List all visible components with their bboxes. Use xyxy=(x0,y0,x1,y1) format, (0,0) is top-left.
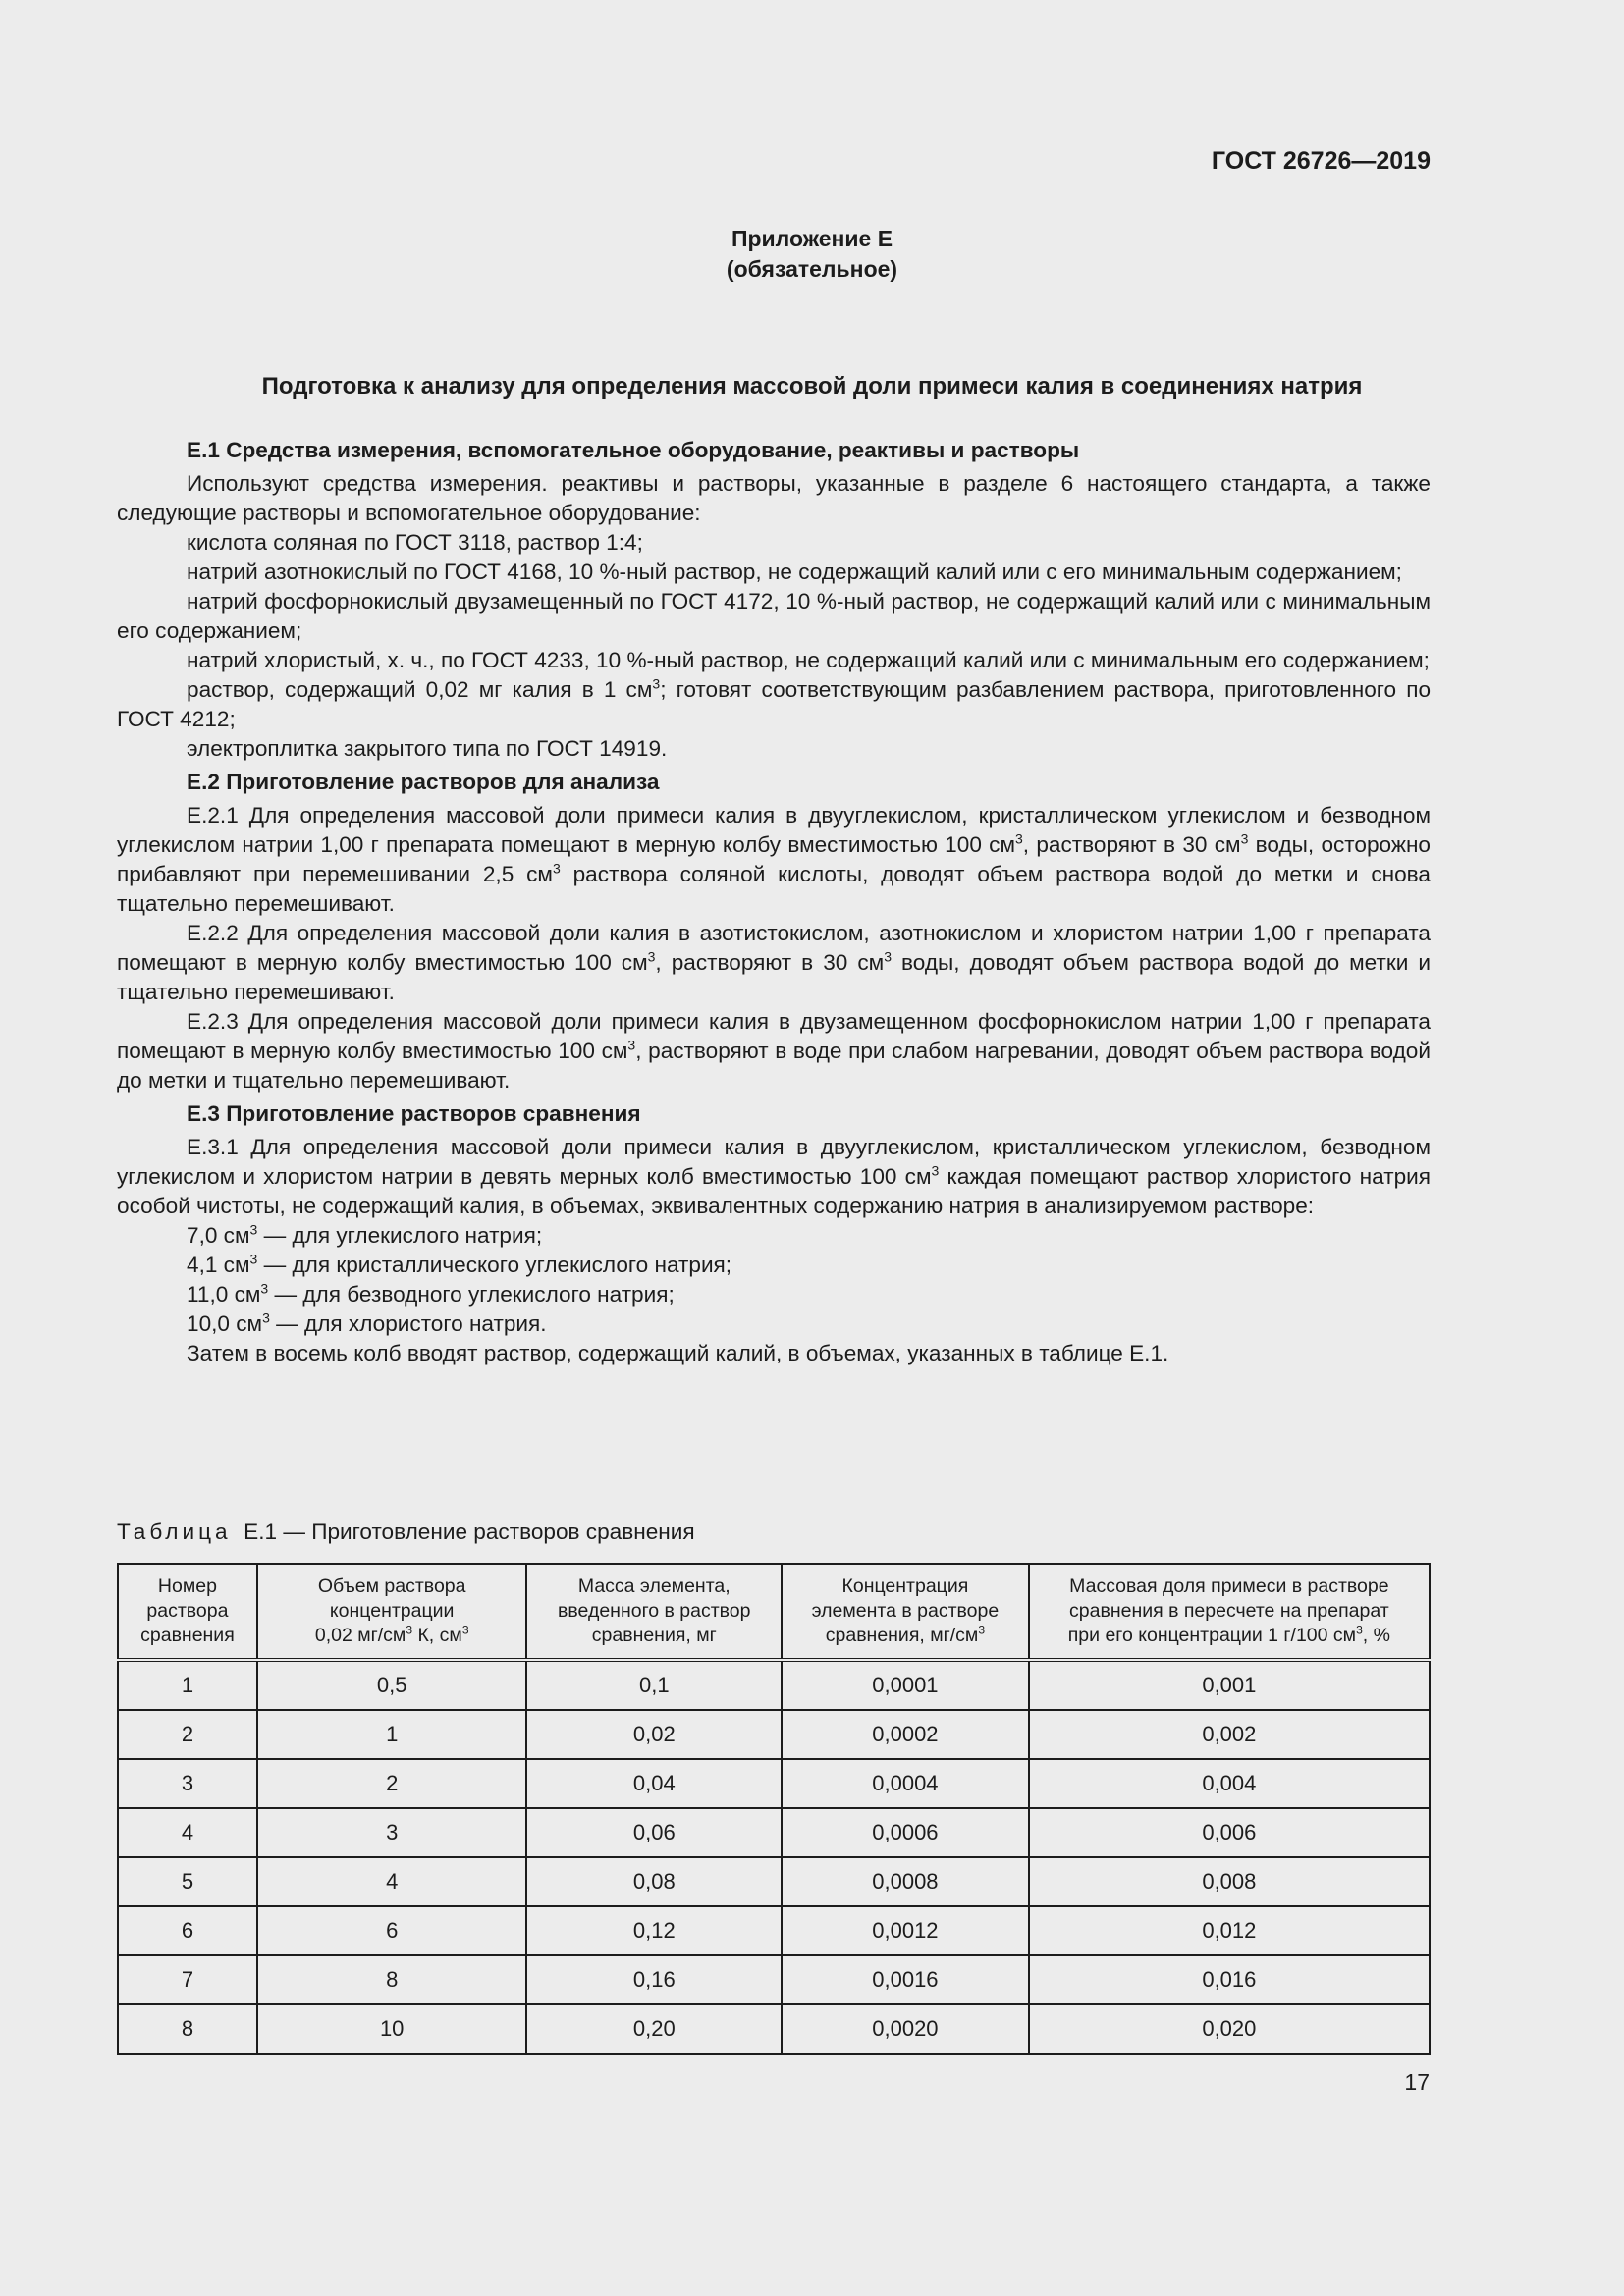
document-code: ГОСТ 26726—2019 xyxy=(1211,147,1431,175)
table-caption-text: Е.1 — Приготовление растворов сравнения xyxy=(244,1520,695,1544)
cell-fraction: 0,002 xyxy=(1029,1710,1430,1759)
section-heading-e2: Е.2 Приготовление растворов для анализа xyxy=(187,770,660,794)
cell-number: 3 xyxy=(118,1759,257,1808)
cell-volume: 2 xyxy=(257,1759,527,1808)
list-item: 4,1 $см^3$ — для кристаллического углекислого натрия; xyxy=(187,1251,732,1277)
cell-number: 1 xyxy=(118,1660,257,1710)
header-element-mass: Масса элемента, введенного в раствор сравнения, мг xyxy=(526,1564,782,1660)
section-heading-e1: Е.1 Средства измерения, вспомогательное оборудование, реактивы и растворы xyxy=(187,438,1080,462)
table-row xyxy=(118,1906,1430,1955)
cell-concentration: 0,0020 xyxy=(782,2004,1029,2054)
cell-mass: 0,20 xyxy=(526,2004,782,2054)
cell-concentration: 0,0012 xyxy=(782,1906,1029,1955)
cell-fraction: 0,012 xyxy=(1029,1906,1430,1955)
paragraph: Е.2.1 Для определения массовой доли примеси калия в двууглекислом, кристаллическом углекислом и безводном углекислом натрии 1,00 г препарата помещают в мерную колбу вместимостью 100 $см^3$, растворяют в 30 $см^3$ воды, осторожно прибавляют при перемешивании 2,5 $см^3$ раствора соляной кислоты, доводят объем раствора водой до метки и снова тщательно перемешивают. xyxy=(117,803,1432,916)
table-caption-label: Таблица xyxy=(117,1520,232,1544)
cell-mass: 0,16 xyxy=(526,1955,782,2004)
table-row xyxy=(118,1710,1430,1759)
cell-number: 7 xyxy=(118,1955,257,2004)
table-row xyxy=(118,1759,1430,1808)
cell-number: 6 xyxy=(118,1906,257,1955)
list-item: натрий хлористый, х. ч., по ГОСТ 4233, 10 %-ный раствор, не содержащий калий или с минимальным его содержанием; xyxy=(187,648,1430,672)
cell-concentration: 0,0008 xyxy=(782,1857,1029,1906)
cell-volume: 6 xyxy=(257,1906,527,1955)
cell-concentration: 0,0004 xyxy=(782,1759,1029,1808)
cell-concentration: 0,0001 xyxy=(782,1660,1029,1710)
cell-number: 2 xyxy=(118,1710,257,1759)
annex-status: (обязательное) xyxy=(726,256,898,282)
table-caption xyxy=(117,1520,695,1545)
header-concentration: Концентрация элемента в растворе сравнения, $мг/см^3$ xyxy=(782,1564,1029,1660)
cell-number: 5 xyxy=(118,1857,257,1906)
paragraph: Используют средства измерения. реактивы и растворы, указанные в разделе 6 настоящего стандарта, а также следующие растворы и вспомогательное оборудование: xyxy=(117,471,1431,525)
list-item: натрий азотнокислый по ГОСТ 4168, 10 %-ный раствор, не содержащий калий или с его минимальным содержанием; xyxy=(187,560,1402,584)
body-text xyxy=(117,432,1431,1368)
cell-volume: 10 xyxy=(257,2004,527,2054)
cell-mass: 0,04 xyxy=(526,1759,782,1808)
header-solution-number: Номер раствора сравнения xyxy=(118,1564,257,1660)
list-item: 10,0 $см^3$ — для хлористого натрия. xyxy=(187,1309,547,1336)
cell-mass: 0,12 xyxy=(526,1906,782,1955)
annex-heading xyxy=(0,224,1624,285)
header-solution-volume: Объем раствора концентрации 0,02 $мг/см^3$ К, $см^3$ xyxy=(257,1564,527,1660)
paragraph: Е.2.3 Для определения массовой доли примеси калия в двузамещенном фосфорнокислом натрии 1,00 г препарата помещают в мерную колбу вместимостью 100 $см^3$, растворяют в воде при слабом нагревании, доводят объем раствора водой до метки и тщательно перемешивают. xyxy=(117,1009,1431,1093)
list-item: кислота соляная по ГОСТ 3118, раствор 1:4; xyxy=(187,530,643,555)
cell-number: 4 xyxy=(118,1808,257,1857)
cell-fraction: 0,006 xyxy=(1029,1808,1430,1857)
cell-concentration: 0,0002 xyxy=(782,1710,1029,1759)
cell-concentration: 0,0016 xyxy=(782,1955,1029,2004)
cell-volume: 1 xyxy=(257,1710,527,1759)
table-row xyxy=(118,1955,1430,2004)
table-row xyxy=(118,1808,1430,1857)
paragraph: Затем в восемь колб вводят раствор, содержащий калий, в объемах, указанных в таблице Е.1. xyxy=(187,1341,1169,1365)
cell-mass: 0,06 xyxy=(526,1808,782,1857)
page-number: 17 xyxy=(1404,2069,1430,2095)
table-header-row xyxy=(118,1564,1430,1660)
cell-fraction: 0,004 xyxy=(1029,1759,1430,1808)
cell-volume: 0,5 xyxy=(257,1660,527,1710)
cell-volume: 4 xyxy=(257,1857,527,1906)
list-item: натрий фосфорнокислый двузамещенный по ГОСТ 4172, 10 %-ный раствор, не содержащий калий или с минимальным его содержанием; xyxy=(117,589,1431,643)
annex-title: Приложение Е xyxy=(731,226,893,251)
cell-concentration: 0,0006 xyxy=(782,1808,1029,1857)
cell-number: 8 xyxy=(118,2004,257,2054)
cell-volume: 3 xyxy=(257,1808,527,1857)
cell-fraction: 0,016 xyxy=(1029,1955,1430,2004)
table-row xyxy=(118,2004,1430,2054)
header-mass-fraction: Массовая доля примеси в растворе сравнения в пересчете на препарат при его концентрации 1 г/100 $см^3$, % xyxy=(1029,1564,1430,1660)
section-heading-e3: Е.3 Приготовление растворов сравнения xyxy=(187,1101,641,1126)
table-row xyxy=(118,1857,1430,1906)
list-item: электроплитка закрытого типа по ГОСТ 14919. xyxy=(187,736,668,761)
cell-fraction: 0,008 xyxy=(1029,1857,1430,1906)
paragraph: Е.3.1 Для определения массовой доли примеси калия в двууглекислом, кристаллическом углекислом, безводном углекислом и хлористом натрии в девять мерных колб вместимостью 100 $см^3$ каждая помещают раствор хлористого натрия особой чистоты, не содержащий калия, в объемах, эквивалентных содержанию натрия в анализируемом растворе: xyxy=(117,1135,1431,1218)
cell-fraction: 0,001 xyxy=(1029,1660,1430,1710)
cell-fraction: 0,020 xyxy=(1029,2004,1430,2054)
cell-mass: 0,08 xyxy=(526,1857,782,1906)
cell-mass: 0,1 xyxy=(526,1660,782,1710)
list-item: 11,0 $см^3$ — для безводного углекислого натрия; xyxy=(187,1280,675,1307)
list-item: раствор, содержащий 0,02 мг калия в 1 $см^3$; готовят соответствующим разбавлением раствора, приготовленного по ГОСТ 4212; xyxy=(117,675,1432,731)
cell-mass: 0,02 xyxy=(526,1710,782,1759)
table-row xyxy=(118,1660,1430,1710)
paragraph: Е.2.2 Для определения массовой доли калия в азотистокислом, азотнокислом и хлористом натрии 1,00 г препарата помещают в мерную колбу вместимостью 100 $см^3$, растворяют в 30 $см^3$ воды, доводят объем раствора водой до метки и тщательно перемешивают. xyxy=(117,921,1431,1004)
comparison-solutions-table xyxy=(117,1563,1431,2055)
cell-volume: 8 xyxy=(257,1955,527,2004)
list-item: 7,0 $см^3$ — для углекислого натрия; xyxy=(187,1221,543,1248)
main-title: Подготовка к анализу для определения массовой доли примеси калия в соединениях натрия xyxy=(261,373,1363,400)
